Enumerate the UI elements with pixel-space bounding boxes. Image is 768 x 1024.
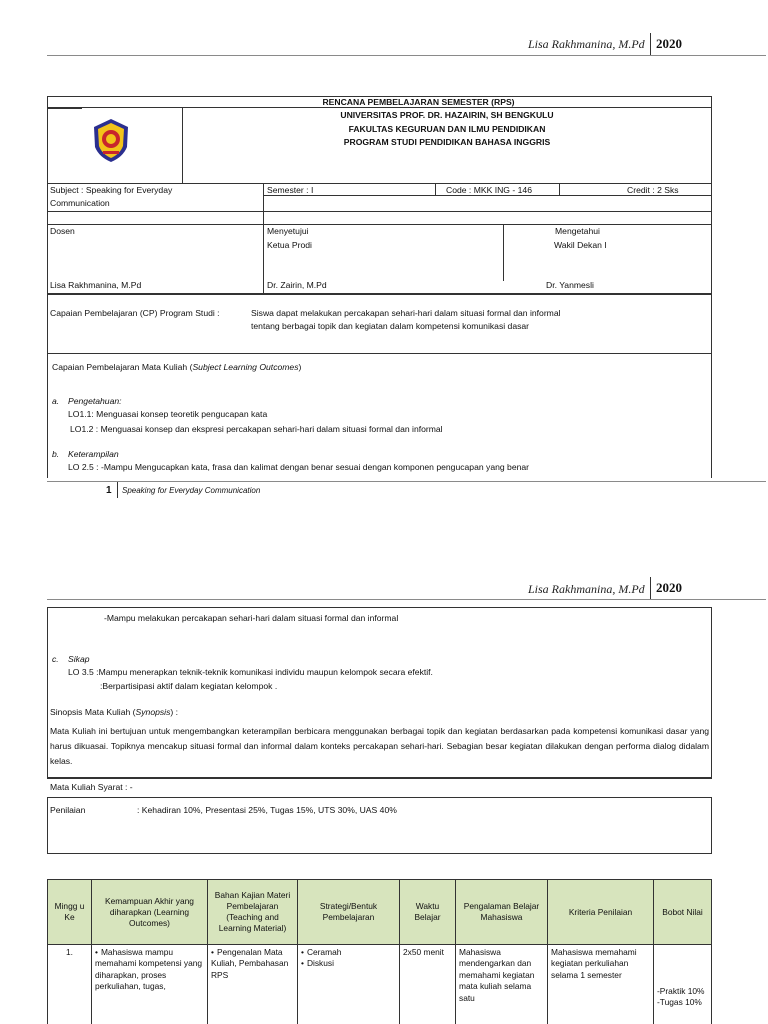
- signature-row-top-rule: [47, 224, 712, 225]
- cp-prodi-text1: Siswa dapat melakukan percakapan sehari-hari dalam situasi formal dan informal: [251, 308, 561, 318]
- table-header-row: [48, 880, 712, 945]
- header-author: Lisa Rakhmanina, M.Pd: [528, 37, 645, 51]
- header-rule-p2: [47, 599, 766, 600]
- assessment-value: : Kehadiran 10%, Presentasi 25%, Tugas 15%, UTS 30%, UAS 40%: [137, 805, 397, 815]
- knowledge-title: Pengetahuan:: [68, 396, 122, 406]
- prerequisite: Mata Kuliah Syarat : -: [50, 782, 133, 792]
- lo35a: LO 3.5 :Mampu menerapkan teknik-teknik komunikasi individu maupun kelompok secara efektif.: [68, 667, 433, 677]
- semester-value: Semester : I: [267, 185, 314, 195]
- spacer-row-top-rule: [47, 211, 712, 212]
- lo11: LO1.1: Menguasai konsep teoretik pengucapan kata: [68, 409, 268, 419]
- ack-label: Mengetahui: [555, 226, 600, 236]
- col-week: Mingg u Ke: [48, 880, 92, 945]
- approve-role: Ketua Prodi: [267, 240, 312, 250]
- header-year: 2020: [656, 36, 682, 51]
- footer-text: Speaking for Everyday Communication: [122, 486, 261, 495]
- dosen-label: Dosen: [50, 226, 75, 236]
- header-rule: [47, 55, 766, 56]
- lo12: LO1.2 : Menguasai konsep dan ekspresi percakapan sehari-hari dalam situasi formal dan informal: [70, 424, 443, 434]
- credit-divider: [559, 183, 560, 195]
- weekly-schedule-table: [47, 879, 712, 1024]
- assessment-label: Penilaian: [50, 805, 86, 815]
- ack-divider: [503, 224, 504, 281]
- document-title: RENCANA PEMBELAJARAN SEMESTER (RPS): [322, 97, 515, 107]
- university-logo: [91, 117, 131, 163]
- col-experience: Pengalaman Belajar Mahasiswa: [456, 880, 548, 945]
- ack-role: Wakil Dekan I: [554, 240, 607, 250]
- outcomes-cell: • Mahasiswa mampu memahami kompetensi yang diharapkan, proses perkuliahan, tugas,: [92, 945, 208, 1024]
- attitude-title: Sikap: [68, 654, 90, 664]
- col-divider: [263, 183, 264, 294]
- time-cell: 2x50 menit: [400, 945, 456, 1024]
- semester-row-rule: [263, 195, 712, 196]
- skills-marker: b.: [52, 449, 60, 459]
- code-divider: [435, 183, 436, 195]
- cp-prodi-label: Capaian Pembelajaran (CP) Program Studi :: [50, 308, 220, 318]
- course-info-top-rule: [47, 183, 712, 184]
- prereq-top-rule: [47, 778, 712, 779]
- table-row: [48, 945, 712, 1024]
- col-criteria: Kriteria Penilaian: [548, 880, 654, 945]
- criteria-cell: Mahasiswa memahami kegiatan perkuliahan selama 1 semester: [548, 945, 654, 1024]
- dosen-name: Lisa Rakhmanina, M.Pd: [50, 280, 142, 290]
- col-time: Waktu Belajar: [400, 880, 456, 945]
- strategy-cell: • Ceramah • Diskusi: [298, 945, 400, 1024]
- col-weight: Bobot Nilai: [654, 880, 712, 945]
- header-author-p2: Lisa Rakhmanina, M.Pd: [528, 582, 645, 596]
- attitude-marker: c.: [52, 654, 59, 664]
- lo25: LO 2.5 : -Mampu Mengucapkan kata, frasa dan kalimat dengan benar sesuai dengan komponen pengucapan yang benar: [68, 462, 530, 472]
- header-year-p2: 2020: [656, 580, 682, 595]
- synopsis-text: Mata Kuliah ini bertujuan untuk mengembangkan keterampilan berbicara menggunakan berbagai topik dan kegiatan berdasarkan pada kompetensi komunikasi dasar yang harus dikuasai. Topiknya mencakup situasi formal dan informal dalam konteks percakapan sehari-hari. Sebagian besar kegiatan dilakukan dengan performa dialog didalam kelas.: [50, 726, 709, 766]
- experience-cell: Mahasiswa mendengarkan dan memahami kegiatan mata kuliah selama satu: [456, 945, 548, 1024]
- footer-page-number: 1: [106, 485, 112, 496]
- logo-top-rule: [47, 108, 82, 109]
- subject-line2: Communication: [50, 198, 110, 208]
- lo35b: :Berpartisipasi aktif dalam kegiatan kelompok .: [100, 681, 278, 691]
- cp-mk-label: Capaian Pembelajaran Mata Kuliah (Subject Learning Outcomes): [52, 362, 302, 372]
- ack-name: Dr. Yanmesli: [546, 280, 594, 290]
- header-divider: [650, 33, 651, 55]
- university-name: UNIVERSITAS PROF. DR. HAZAIRIN, SH BENGKULU: [340, 110, 554, 120]
- skills-title: Keterampilan: [68, 449, 119, 459]
- course-code: Code : MKK ING - 146: [446, 185, 532, 195]
- col-strategy: Strategi/Bentuk Pembelajaran: [298, 880, 400, 945]
- header-divider-p2: [650, 577, 651, 599]
- continued-outcome: -Mampu melakukan percakapan sehari-hari dalam situasi formal dan informal: [104, 613, 399, 623]
- weight-cell: -Praktik 10% -Tugas 10%: [654, 945, 712, 1024]
- cp-prodi-text2: tentang berbagai topik dan kegiatan dalam kompetensi komunikasi dasar: [251, 321, 530, 331]
- subject-line1: Subject : Speaking for Everyday: [50, 185, 173, 195]
- knowledge-marker: a.: [52, 396, 60, 406]
- material-cell: • Pengenalan Mata Kuliah, Pembahasan RPS: [208, 945, 298, 1024]
- col-material: Bahan Kajian Materi Pembelajaran (Teaching and Learning Material): [208, 880, 298, 945]
- week-cell: 1.: [48, 945, 92, 1024]
- col-outcomes: Kemampuan Akhir yang diharapkan (Learning Outcomes): [92, 880, 208, 945]
- footer-rule: [47, 481, 766, 482]
- synopsis-label: Sinopsis Mata Kuliah (Synopsis) :: [50, 707, 179, 717]
- credit-value: Credit : 2 Sks: [627, 185, 679, 195]
- approve-name: Dr. Zairin, M.Pd: [267, 280, 327, 290]
- program-name: PROGRAM STUDI PENDIDIKAN BAHASA INGGRIS: [343, 137, 551, 147]
- footer-divider: [117, 482, 118, 498]
- approve-label: Menyetujui: [267, 226, 309, 236]
- faculty-name: FAKULTAS KEGURUAN DAN ILMU PENDIDIKAN: [348, 124, 546, 134]
